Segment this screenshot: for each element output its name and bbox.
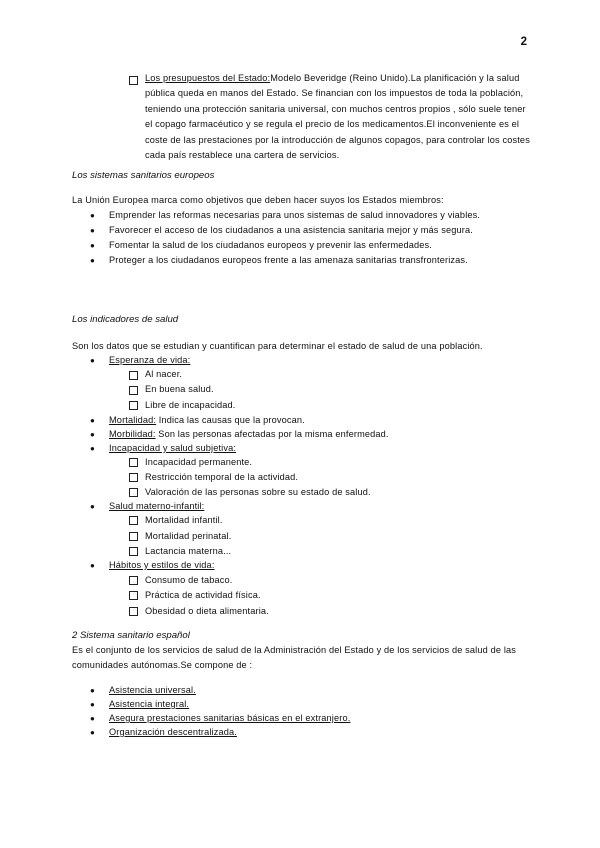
bullet-icon: ● [90,226,95,235]
bullet-icon: ● [90,700,95,709]
section-indicators-intro: Son los datos que se estudian y cuantifican para determinar el estado de salud de una población. [72,341,483,351]
checkbox-icon [129,576,138,585]
checkbox-icon [129,547,138,556]
bullet-icon: ● [90,561,95,570]
list-item: Emprender las reformas necesarias para unos sistemas de salud innovadores y viables. [109,210,481,220]
checkbox-icon [129,532,138,541]
sub-item: Restricción temporal de la actividad. [145,472,299,482]
checkbox-icon [129,458,138,467]
indicator-label: Mortalidad: [109,415,157,425]
bullet-icon: ● [90,430,95,439]
top-item-label: Los presupuestos del Estado: [145,73,271,83]
indicator-label: Salud materno-infantil: [109,501,205,511]
bullet-icon: ● [90,256,95,265]
sub-item: Al nacer. [145,369,183,379]
checkbox-icon [129,473,138,482]
checkbox-icon [129,371,138,380]
checkbox-icon [129,401,138,410]
list-item: Asistencia integral. [109,699,190,709]
list-item: Organización descentralizada. [109,727,237,737]
list-item: Favorecer el acceso de los ciudadanos a una asistencia sanitaria mejor y más segura. [109,225,473,235]
sub-item: Lactancia materna... [145,546,232,556]
sub-item: Mortalidad infantil. [145,515,223,525]
checkbox-icon [129,607,138,616]
bullet-icon: ● [90,356,95,365]
bullet-icon: ● [90,211,95,220]
section-indicators-heading: Los indicadores de salud [72,314,179,325]
bullet-icon: ● [90,444,95,453]
bullet-icon: ● [90,241,95,250]
bullet-icon: ● [90,686,95,695]
section-spain-heading: 2 Sistema sanitario español [72,630,190,641]
indicator-item [109,558,215,573]
section-spain-intro: Es el conjunto de los servicios de salud de la Administración del Estado y de los servicios de salud de las comunidades autónomas.Se compone de : [72,645,517,671]
list-item: Asegura prestaciones sanitarias básicas en el extranjero. [109,713,351,723]
section-eu-intro: La Unión Europea marca como objetivos que deben hacer suyos los Estados miembros: [72,195,444,205]
checkbox-icon [129,591,138,600]
bullet-icon: ● [90,714,95,723]
sub-item: Mortalidad perinatal. [145,531,232,541]
sub-item: En buena salud. [145,384,214,394]
bullet-icon: ● [90,502,95,511]
top-item-paragraph [145,71,530,163]
sub-item: Práctica de actividad física. [145,590,261,600]
indicator-text: Indica las causas que la provocan. [156,415,305,425]
indicator-label: Hábitos y estilos de vida: [109,560,215,570]
indicator-label: Morbilidad: [109,429,156,439]
bullet-icon: ● [90,728,95,737]
checkbox-icon [129,386,138,395]
page-number: 2 [520,36,527,48]
list-item: Asistencia universal. [109,685,196,695]
top-item-text: Modelo Beveridge (Reino Unido).La planificación y la salud pública queda en manos del Estado. Se financian con los impuestos de toda la población, teniendo una protección sanitaria universal, con muchos centros propios , sólo suele tener el copago farmacéutico y se regula el precio de los medicamentos.El inconveniente es el coste de las prestaciones por la introducción de algunos copagos, para controlar los costes cada país restablece una cartera de servicios. [145,73,530,161]
indicator-label: Esperanza de vida: [109,355,191,365]
list-item: Fomentar la salud de los ciudadanos europeos y prevenir las enfermedades. [109,240,432,250]
section-eu-heading: Los sistemas sanitarios europeos [72,170,215,181]
sub-item: Incapacidad permanente. [145,457,253,467]
checkbox-icon [129,76,138,85]
list-item: Proteger a los ciudadanos europeos frente a las amenaza sanitarias transfronterizas. [109,255,468,265]
bullet-icon: ● [90,416,95,425]
sub-item: Valoración de las personas sobre su estado de salud. [145,487,371,497]
checkbox-icon [129,488,138,497]
sub-item: Libre de incapacidad. [145,400,236,410]
checkbox-icon [129,516,138,525]
indicator-label: Incapacidad y salud subjetiva: [109,443,237,453]
sub-item: Obesidad o dieta alimentaria. [145,606,269,616]
indicator-text: Son las personas afectadas por la misma enfermedad. [155,429,389,439]
sub-item: Consumo de tabaco. [145,575,233,585]
